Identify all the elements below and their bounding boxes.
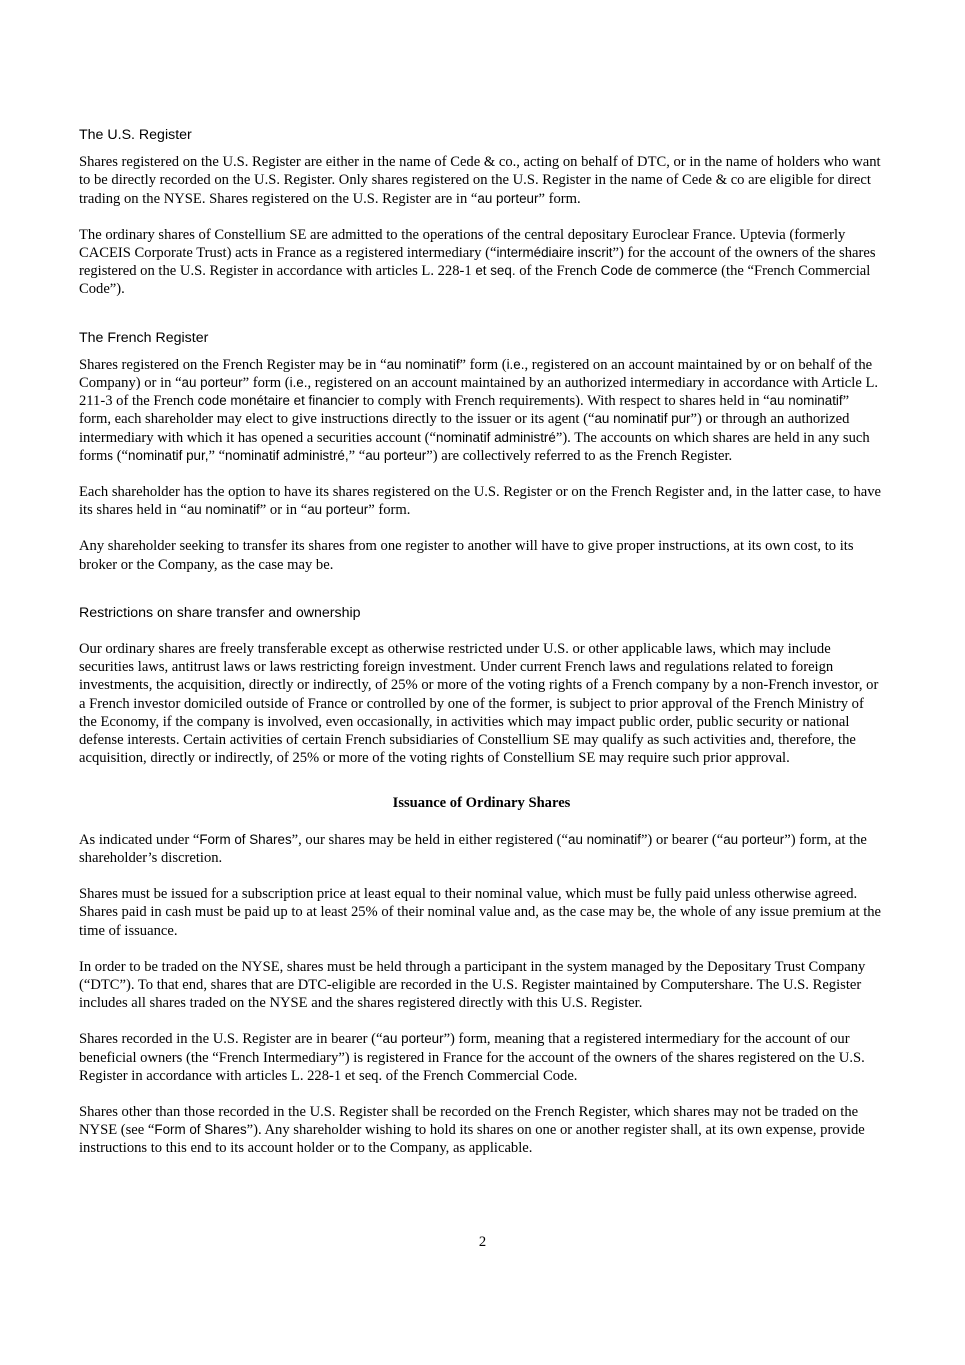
section-heading-restrictions: Restrictions on share transfer and ownership <box>79 604 361 621</box>
section-heading-french-register: The French Register <box>79 329 209 346</box>
section-heading-us-register: The U.S. Register <box>79 127 192 143</box>
page-number: 2 <box>478 1234 487 1250</box>
paragraph: Shares registered on the U.S. Register are either in the name of Cede & co., acting on behalf of DTC, or in the name of holders who want to be directly recorded on the U.S. Register. Only shares registered on the U.S. Register in the name of Cede & co are eligible for direct trading on the NYSE. Shares registered on the U.S. Register are in “au porteur” form. <box>79 154 881 207</box>
paragraph: Shares recorded in the U.S. Register are in bearer (“au porteur”) form, meaning that a registered intermediary for the account of our beneficial owners (the “French Intermediary”) is registered in France for the account of the owners of the shares registered on the U.S. Register in accordance with articles L. 228-1 et seq. of the French Commercial Code. <box>79 1031 865 1084</box>
paragraph: In order to be traded on the NYSE, shares must be held through a participant in the system managed by the Depositary Trust Company (“DTC”). To that end, shares that are DTC-eligible are recorded in the U.S. Register maintained by Computershare. The U.S. Register includes all shares traded on the NYSE and the shares registered directly with this U.S. Register. <box>79 958 866 1012</box>
paragraph: As indicated under “Form of Shares”, our shares may be held in either registered (“au nominatif”) or bearer (“au porteur”) form, at the shareholder’s discretion. <box>79 831 867 866</box>
paragraph: Shares other than those recorded in the U.S. Register shall be recorded on the French Register, which shares may not be traded on the NYSE (see “Form of Shares”). Any shareholder wishing to hold its shares on one or another register shall, at its own expense, provide instructions to this end to its account holder or to the Company, as applicable. <box>79 1103 865 1157</box>
paragraph: Each shareholder has the option to have its shares registered on the U.S. Register or on the French Register and, in the latter case, to have its shares held in “au nominatif” or in “au porteur” form. <box>79 484 882 519</box>
section-heading-issuance: Issuance of Ordinary Shares <box>392 795 571 812</box>
paragraph: Our ordinary shares are freely transferable except as otherwise restricted under U.S. or other applicable laws, which may include securities laws, antitrust laws or laws restricting foreign investment. Under current French laws and regulations related to foreign investments, the acquisition, directly or indirectly, of 25% or more of the voting rights of a French company by a non-French investor, or a French investor domiciled outside of France or controlled by one of the former, is subject to prior approval of the French Ministry of the Economy, if the company is involved, even occasionally, in activities which may impact public order, public security or national defense interests. Certain activities of certain French subsidiaries of Constellium SE may qualify as such activities and, therefore, the acquisition, directly or indirectly, of 25% or more of the voting rights of Constellium SE may require such prior approval. <box>79 641 879 767</box>
paragraph: The ordinary shares of Constellium SE are admitted to the operations of the central depositary Euroclear France. Uptevia (formerly CACEIS Corporate Trust) acts in France as a registered intermediary (“intermédiaire inscrit”) for the account of the owners of the shares registered on the U.S. Register in accordance with articles L. 228-1 et seq. of the French Code de commerce (the “French Commercial Code”). <box>79 226 876 298</box>
paragraph: Shares registered on the French Register may be in “au nominatif” form (i.e., registered on an account maintained by or on behalf of the Company) or in “au porteur” form (i.e., registered on an account maintained by an authorized intermediary in accordance with Article L. 211-3 of the French code monétaire et financier to comply with French requirements). With respect to shares held in “au nominatif” form, each shareholder may elect to give instructions directly to the issuer or its agent (“au nominatif pur”) or through an authorized intermediary with which it has opened a securities account (“nominatif administré”). The accounts on which shares are held in any such forms (“nominatif pur,” “nominatif administré,” “au porteur”) are collectively referred to as the French Register. <box>79 356 879 464</box>
paragraph: Shares must be issued for a subscription price at least equal to their nominal value, which must be fully paid unless otherwise agreed. Shares paid in cash must be paid up to at least 25% of their nominal value and, as the case may be, the whole of any issue premium at the time of issuance. <box>79 886 882 939</box>
paragraph: Any shareholder seeking to transfer its shares from one register to another will have to give proper instructions, at its own cost, to its broker or the Company, as the case may be. <box>79 538 854 573</box>
document-page <box>79 126 884 1158</box>
